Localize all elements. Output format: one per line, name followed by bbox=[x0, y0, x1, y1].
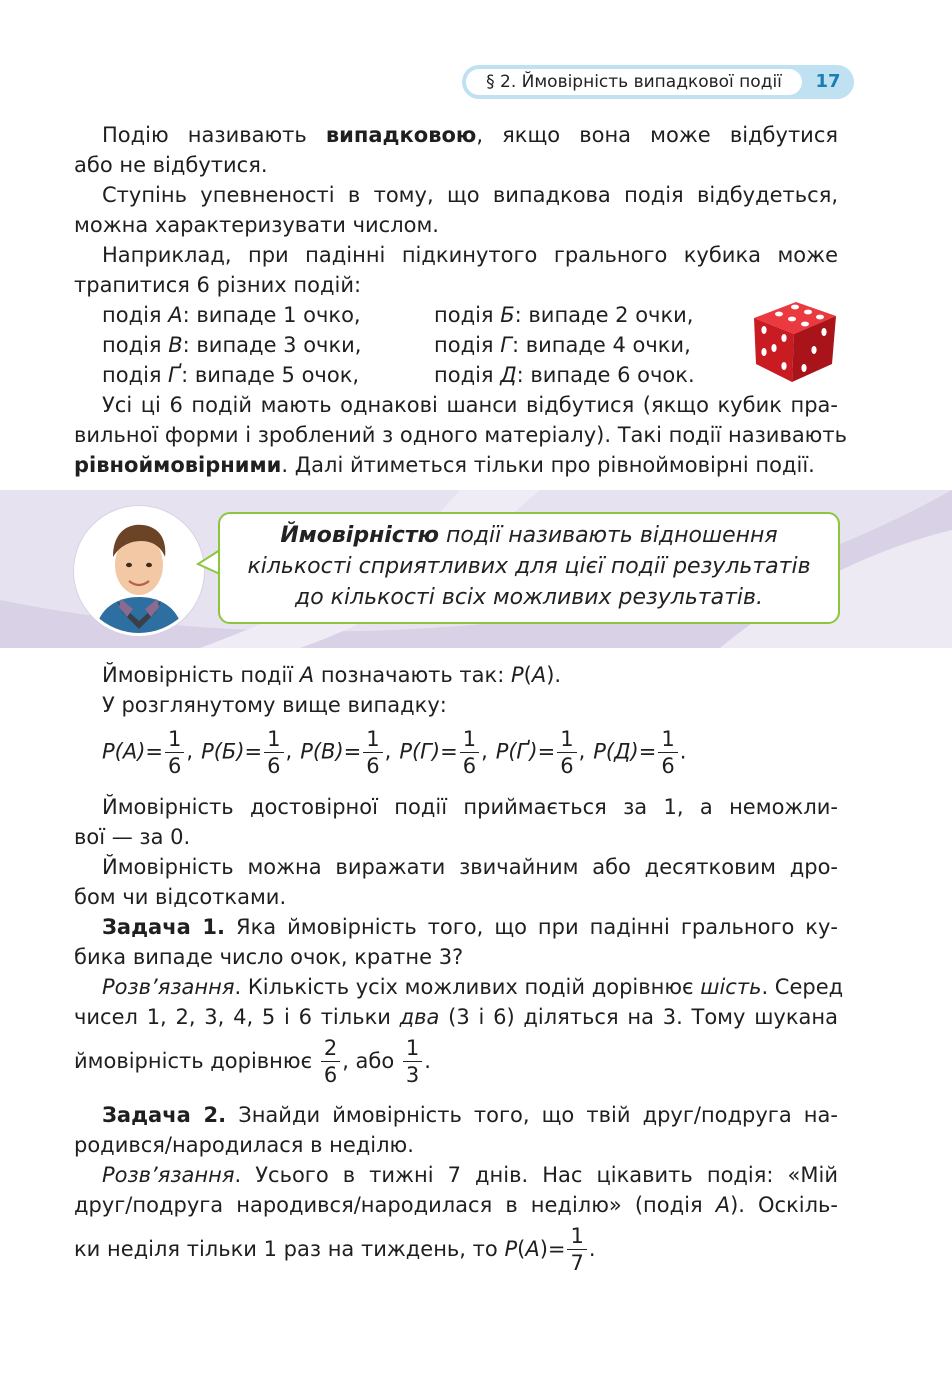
notation-line: Ймовірність події А позначають так: P(А). bbox=[102, 663, 562, 687]
text-line: кількості сприятливих для цієї події результатів bbox=[247, 554, 811, 579]
notation-intro: У розглянутому вище випадку: bbox=[102, 693, 447, 717]
red-die-illustration bbox=[748, 290, 840, 386]
paragraph-expression bbox=[74, 852, 838, 912]
text-line: трапитися 6 різних подій: bbox=[74, 273, 362, 297]
text-line: до кількості всіх можливих результатів. bbox=[295, 585, 763, 610]
text-line: друг/подруга народився/народилася в неділю» (подія А). Оскіль- bbox=[74, 1193, 838, 1217]
boy-portrait-illustration bbox=[77, 509, 201, 633]
section-title: § 2. Ймовірність випадкової події bbox=[466, 69, 802, 95]
text-line: Подію називають випадковою, якщо вона може відбутися bbox=[102, 123, 838, 147]
paragraph-certain-event bbox=[74, 792, 838, 852]
formula-item: P(А)= $\frac{1}{6}$ , bbox=[102, 726, 194, 778]
paragraph-equally-likely bbox=[74, 390, 847, 480]
text-line: рівноймовірними. Далі йтиметься тільки про рівноймовірні події. bbox=[74, 453, 815, 477]
boy-avatar bbox=[74, 506, 204, 636]
task-1 bbox=[74, 912, 844, 1032]
event-item: подія А: випаде 1 очко, bbox=[102, 303, 361, 327]
text-line: Ступінь упевненості в тому, що випадкова подія відбудеться, bbox=[102, 183, 838, 207]
text-line: бика випаде число очок, кратне 3? bbox=[74, 945, 464, 969]
formula-item: P(Ґ)= $\frac{1}{6}$ , bbox=[495, 726, 586, 778]
text-line: Наприклад, при падінні підкинутого грального кубика може bbox=[102, 243, 838, 267]
definition-text bbox=[218, 520, 840, 613]
event-item: подія Ґ: випаде 5 очок, bbox=[102, 363, 360, 387]
paragraph-degree bbox=[74, 180, 838, 240]
formula-item: P(Б)= $\frac{1}{6}$ , bbox=[201, 726, 293, 778]
event-item: подія Д: випаде 6 очок. bbox=[434, 363, 695, 387]
text-line: родився/народилася в неділю. bbox=[74, 1133, 414, 1157]
page-number: 17 bbox=[815, 71, 841, 92]
paragraph-random-event bbox=[74, 120, 838, 180]
text-line: або не відбутися. bbox=[74, 153, 268, 177]
event-item: подія Г: випаде 4 очки, bbox=[434, 333, 691, 357]
formula-item: P(В)= $\frac{1}{6}$ , bbox=[300, 726, 392, 778]
text-line: бом чи відсотками. bbox=[74, 885, 287, 909]
text-line: вильної форми і зроблений з одного матеріалу). Такі події називають bbox=[74, 423, 847, 447]
text-line: Усі ці 6 подій мають однакові шанси відбутися (якщо кубик пра- bbox=[102, 393, 838, 417]
text-line: Задача 2. Знайди ймовірність того, що твій друг/подруга на- bbox=[102, 1103, 838, 1127]
task-2 bbox=[74, 1100, 838, 1220]
text-line: Розв’язання. Усього в тижні 7 днів. Нас цікавить подія: «Мій bbox=[102, 1163, 838, 1187]
paragraph-example bbox=[74, 240, 838, 300]
event-item: подія В: випаде 3 очки, bbox=[102, 333, 362, 357]
text-line: можна характеризувати числом. bbox=[74, 213, 439, 237]
task-2-answer: ки неділя тільки 1 раз на тиждень, то P ( A )= $\frac{1}{7}$ . bbox=[74, 1223, 596, 1275]
text-line: Задача 1. Яка ймовірність того, що при падінні грального ку- bbox=[102, 915, 838, 939]
text-line: Розв’язання. Кількість усіх можливих подій дорівнює шість. Серед bbox=[102, 975, 844, 999]
formula-item: P(Г)= $\frac{1}{6}$ , bbox=[399, 726, 488, 778]
probability-formulas bbox=[102, 720, 686, 784]
running-header bbox=[462, 65, 854, 99]
text-line: Ймовірність можна виражати звичайним або десятковим дро- bbox=[102, 855, 838, 879]
text-line: Ймовірність достовірної події приймається за 1, а неможли- bbox=[102, 795, 838, 819]
task-1-answer: ймовірність дорівнює $\frac{2}{6}$ , або $\frac{1}{3}$ . bbox=[74, 1035, 431, 1087]
text-line: Ймовірністю події називають відношення bbox=[280, 523, 778, 548]
text-line: вої — за 0. bbox=[74, 825, 191, 849]
text-line: чисел 1, 2, 3, 4, 5 і 6 тільки два (3 і 6) діляться на 3. Тому шукана bbox=[74, 1005, 838, 1029]
event-item: подія Б: випаде 2 очки, bbox=[434, 303, 694, 327]
formula-item: P(Д)= $\frac{1}{6}$ . bbox=[593, 726, 687, 778]
